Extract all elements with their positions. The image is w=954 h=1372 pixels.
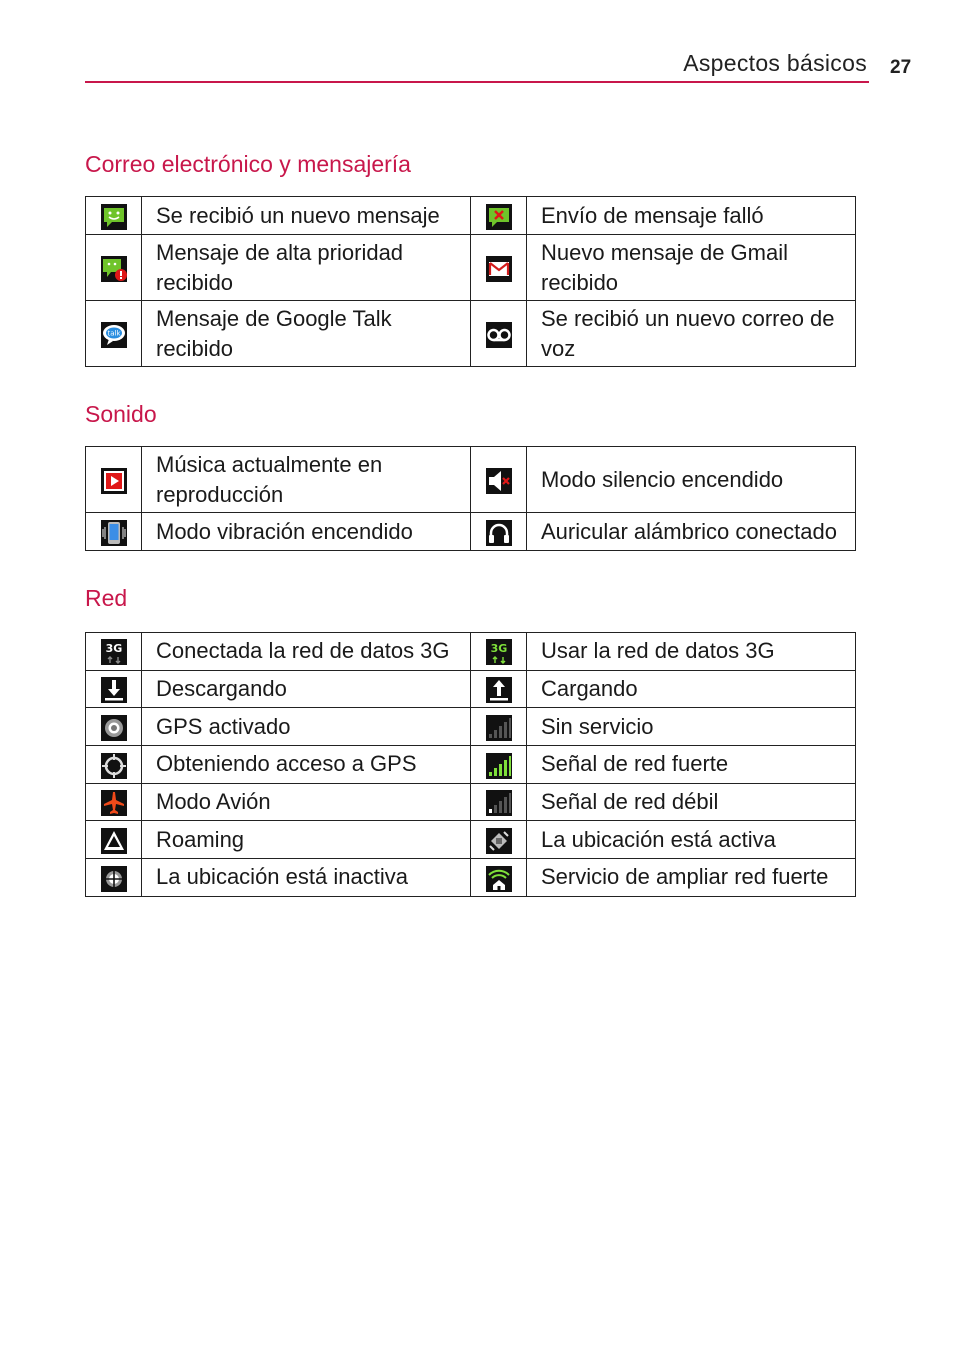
description-cell: Descargando — [142, 670, 471, 708]
description-cell: GPS activado — [142, 708, 471, 746]
header-title: Aspectos básicos — [683, 50, 867, 76]
description-cell: Nuevo mensaje de Gmail recibido — [527, 235, 856, 301]
silent-mode-icon — [485, 467, 513, 495]
description-cell: Sin servicio — [527, 708, 856, 746]
icon-cell — [471, 859, 527, 897]
priority-message-icon — [100, 255, 128, 283]
svg-text:3G: 3G — [105, 642, 122, 656]
3g-connected-icon — [100, 638, 128, 666]
description-cell: Mensaje de Google Talk recibido — [142, 301, 471, 367]
description-cell: Se recibió un nuevo correo de voz — [527, 301, 856, 367]
vibrate-mode-icon — [100, 519, 128, 547]
weak-signal-icon — [485, 789, 513, 817]
icon-cell — [86, 670, 142, 708]
description-cell: Se recibió un nuevo mensaje — [142, 197, 471, 235]
icon-cell — [471, 633, 527, 671]
description-cell: Roaming — [142, 821, 471, 859]
description-cell: Modo silencio encendido — [527, 447, 856, 513]
google-talk-icon — [100, 321, 128, 349]
location-active-icon — [485, 827, 513, 855]
icon-cell — [86, 235, 142, 301]
icon-cell — [86, 301, 142, 367]
icon-cell — [471, 197, 527, 235]
table-row — [86, 821, 856, 859]
3g-in-use-icon — [485, 638, 513, 666]
description-cell: Envío de mensaje falló — [527, 197, 856, 235]
message-failed-icon — [485, 203, 513, 231]
voicemail-icon — [485, 321, 513, 349]
airplane-icon — [100, 789, 128, 817]
gps-on-icon — [100, 714, 128, 742]
upload-icon — [485, 676, 513, 704]
icon-cell — [86, 821, 142, 859]
icon-cell — [86, 708, 142, 746]
table-row — [86, 746, 856, 784]
description-cell: Modo vibración encendido — [142, 513, 471, 551]
table-row — [86, 670, 856, 708]
description-cell: Auricular alámbrico conectado — [527, 513, 856, 551]
icon-cell — [471, 821, 527, 859]
icon-cell — [471, 235, 527, 301]
network-extender-icon — [485, 865, 513, 893]
description-cell: Conectada la red de datos 3G — [142, 633, 471, 671]
table-row — [86, 301, 856, 367]
description-cell: Modo Avión — [142, 783, 471, 821]
table-row — [86, 447, 856, 513]
icon-cell — [86, 783, 142, 821]
icon-cell — [86, 513, 142, 551]
gps-acquiring-icon — [100, 752, 128, 780]
roaming-icon — [100, 827, 128, 855]
table-row — [86, 859, 856, 897]
description-cell: Obteniendo acceso a GPS — [142, 746, 471, 784]
description-cell: Señal de red débil — [527, 783, 856, 821]
icon-cell — [471, 670, 527, 708]
description-cell: La ubicación está activa — [527, 821, 856, 859]
music-playing-icon — [100, 467, 128, 495]
section-title-network: Red — [85, 585, 128, 611]
icon-cell — [86, 859, 142, 897]
description-cell: Usar la red de datos 3G — [527, 633, 856, 671]
icon-cell — [86, 447, 142, 513]
icon-cell — [471, 301, 527, 367]
svg-text:3G: 3G — [490, 642, 507, 656]
icon-cell — [86, 746, 142, 784]
description-cell: Música actualmente en reproducción — [142, 447, 471, 513]
description-cell: Señal de red fuerte — [527, 746, 856, 784]
table-row — [86, 633, 856, 671]
description-cell: Cargando — [527, 670, 856, 708]
icon-cell — [471, 447, 527, 513]
no-signal-icon — [485, 714, 513, 742]
icon-cell — [86, 633, 142, 671]
network-icons-table — [85, 632, 856, 897]
header-divider — [85, 81, 869, 83]
icon-cell — [471, 783, 527, 821]
download-icon — [100, 676, 128, 704]
icon-cell — [86, 197, 142, 235]
location-inactive-icon — [100, 865, 128, 893]
email-icons-table — [85, 196, 856, 367]
description-cell: Servicio de ampliar red fuerte — [527, 859, 856, 897]
section-title-email: Correo electrónico y mensajería — [85, 151, 411, 177]
page-number: 27 — [890, 57, 912, 78]
wired-headset-icon — [485, 519, 513, 547]
table-row — [86, 513, 856, 551]
description-cell: Mensaje de alta prioridad recibido — [142, 235, 471, 301]
strong-signal-icon — [485, 752, 513, 780]
new-message-icon — [100, 203, 128, 231]
svg-text:talk: talk — [106, 329, 121, 338]
table-row — [86, 235, 856, 301]
table-row — [86, 708, 856, 746]
table-row — [86, 783, 856, 821]
description-cell: La ubicación está inactiva — [142, 859, 471, 897]
table-row — [86, 197, 856, 235]
icon-cell — [471, 746, 527, 784]
gmail-icon — [485, 255, 513, 283]
icon-cell — [471, 708, 527, 746]
icon-cell — [471, 513, 527, 551]
sound-icons-table — [85, 446, 856, 551]
section-title-sound: Sonido — [85, 401, 157, 427]
